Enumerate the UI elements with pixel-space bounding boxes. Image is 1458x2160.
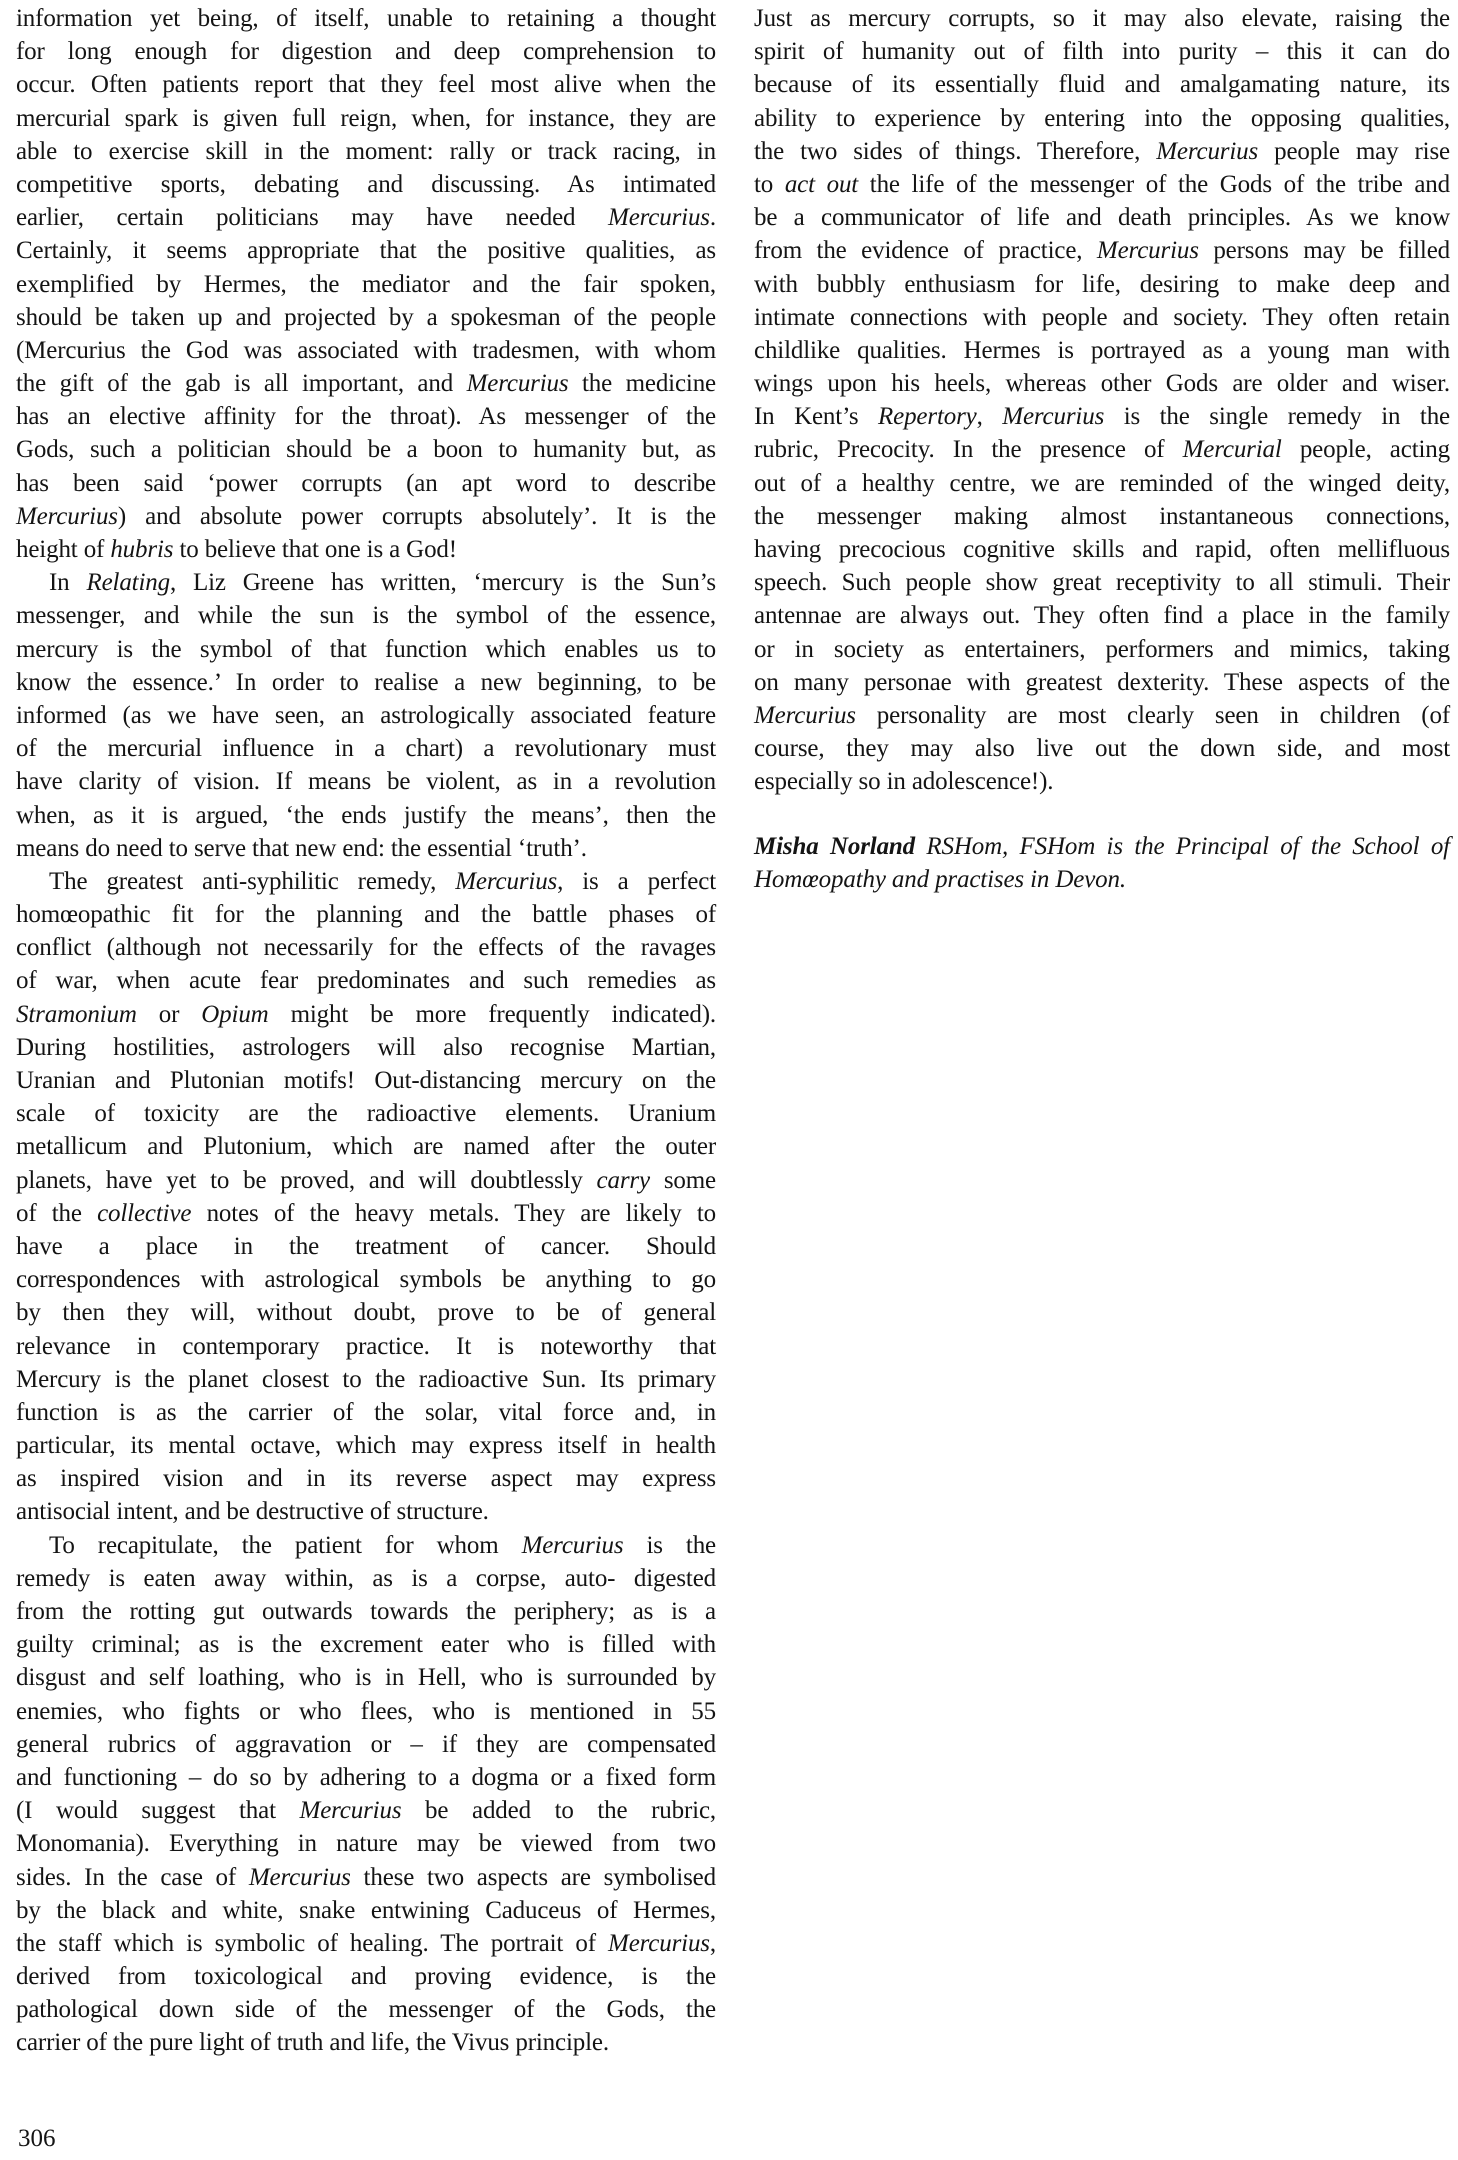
text-line — [16, 1628, 716, 1661]
text-line — [754, 268, 1450, 301]
text-run: correspondences with astrological symbols be anything to go — [16, 1266, 716, 1294]
text-run: of the — [16, 1199, 98, 1227]
text-run: relevance in contemporary practice. It is noteworthy that — [16, 1332, 716, 1360]
text-run: Homœopathy and practises in Devon. — [754, 865, 1126, 893]
text-run: carrier of the pure light of truth and life, the Vivus principle. — [16, 2029, 609, 2057]
text-run: planets, have yet to be proved, and will doubtlessly — [16, 1166, 597, 1194]
text-line — [754, 168, 1450, 201]
italic-text: Opium — [201, 1000, 269, 1028]
italic-text: Mercurius — [299, 1797, 402, 1825]
text-run: childlike qualities. Hermes is portrayed as a young man with — [754, 336, 1450, 364]
text-line — [16, 1894, 716, 1927]
text-run: sides. In the case of — [16, 1863, 249, 1891]
text-run: The greatest anti-syphilitic remedy, — [49, 867, 456, 895]
text-line — [16, 433, 716, 466]
text-run: from the evidence of practice, — [754, 237, 1097, 265]
text-line — [754, 533, 1450, 566]
page-number: 306 — [18, 2125, 56, 2152]
text-run: means do need to serve that new end: the essential ‘truth’. — [16, 834, 587, 862]
text-run: (I would suggest that — [16, 1797, 300, 1825]
italic-text: act out — [784, 170, 859, 198]
text-run: competitive sports, debating and discussing. As intimated — [16, 170, 716, 198]
text-run: ) and absolute power corrupts absolutely’. It is the — [117, 502, 716, 530]
text-run: have a place in the treatment of cancer. Should — [16, 1232, 716, 1260]
text-line — [16, 699, 716, 732]
text-line — [16, 1031, 716, 1064]
text-line — [16, 1429, 716, 1462]
text-run: on many personae with greatest dexterity. These aspects of the — [754, 668, 1450, 696]
italic-text: Mercurius — [466, 370, 569, 398]
article-body-continued — [754, 0, 1450, 797]
text-run: enemies, who fights or who flees, who is mentioned in 55 — [16, 1697, 716, 1725]
text-run: Uranian and Plutonian motifs! Out-distancing mercury on the — [16, 1067, 716, 1094]
text-run: (Mercurius the God was associated with tradesmen, with whom — [16, 336, 716, 364]
text-run: have clarity of vision. If means be violent, as in a revolution — [16, 768, 716, 796]
text-line — [754, 699, 1450, 732]
italic-text: Mercurius — [608, 204, 710, 232]
text-run: of the mercurial influence in a chart) a revolutionary must — [16, 735, 716, 763]
italic-text: Mercurius — [248, 1863, 351, 1891]
text-line — [16, 168, 716, 201]
italic-text: carry — [596, 1166, 650, 1194]
text-line — [16, 1495, 716, 1528]
text-run: , is a perfect — [557, 867, 716, 895]
text-run: homœopathic fit for the planning and the battle phases of — [16, 901, 716, 929]
text-line — [754, 68, 1450, 101]
text-line — [16, 201, 716, 234]
right-text-column — [754, 0, 1450, 894]
text-line — [16, 2, 716, 35]
text-line — [16, 1097, 716, 1130]
text-run: by then they will, without doubt, prove to be of general — [16, 1299, 716, 1327]
text-line — [754, 301, 1450, 334]
text-line — [16, 633, 716, 666]
text-line — [754, 433, 1450, 466]
text-run: In Kent’s — [754, 403, 878, 431]
text-run: as inspired vision and in its reverse aspect may express — [16, 1465, 716, 1493]
text-run: derived from toxicological and proving evidence, is the — [16, 1963, 716, 1991]
text-line — [16, 1993, 716, 2026]
text-run: earlier, certain politicians may have needed — [16, 204, 609, 232]
text-run: RSHom, FSHom is the Principal of the School of — [915, 832, 1450, 860]
text-run: by the black and white, snake entwining Caduceus of Hermes, — [16, 1896, 716, 1924]
text-run: know the essence.’ In order to realise a new beginning, to be — [16, 668, 716, 696]
text-run: mercurial spark is given full reign, when, for instance, they are — [16, 104, 716, 132]
text-run: remedy is eaten away within, as is a corpse, auto- digested — [16, 1564, 716, 1592]
text-line — [16, 1230, 716, 1263]
italic-text: Mercurius — [521, 1531, 624, 1559]
text-run: is the — [623, 1531, 716, 1559]
text-run: scale of toxicity are the radioactive elements. Uranium — [16, 1100, 716, 1128]
italic-text: Relating — [86, 569, 170, 597]
text-line — [16, 467, 716, 500]
text-line — [16, 1927, 716, 1960]
text-run: function is as the carrier of the solar, vital force and, in — [16, 1398, 716, 1426]
text-run: the two sides of things. Therefore, — [754, 137, 1157, 165]
text-run: and functioning – do so by adhering to a dogma or a fixed form — [16, 1763, 716, 1791]
text-run: speech. Such people show great receptivity to all stimuli. Their — [754, 569, 1450, 597]
text-line — [16, 1462, 716, 1495]
text-run: course, they may also live out the down side, and most — [754, 735, 1450, 763]
text-run: personality are most clearly seen in children (of — [855, 701, 1450, 729]
text-run: to believe that one is a God! — [173, 536, 457, 563]
text-line — [16, 1695, 716, 1728]
text-run: antisocial intent, and be destructive of structure. — [16, 1498, 489, 1526]
text-line — [754, 467, 1450, 500]
text-line — [16, 301, 716, 334]
text-run: wings upon his heels, whereas other Gods are older and wiser. — [754, 370, 1450, 398]
text-run: informed (as we have seen, an astrologically associated feature — [16, 701, 716, 729]
text-run: rubric, Precocity. In the presence of — [754, 436, 1183, 464]
text-line — [16, 732, 716, 765]
text-run: intimate connections with people and society. They often retain — [754, 303, 1450, 331]
italic-text: Repertory — [878, 403, 977, 431]
text-line — [754, 367, 1450, 400]
left-text-column — [16, 0, 716, 2058]
author-bio — [754, 828, 1450, 894]
text-line — [16, 1562, 716, 1595]
text-run: pathological down side of the messenger of the Gods, the — [16, 1996, 716, 2024]
text-run: to — [754, 170, 785, 198]
text-line — [16, 1363, 716, 1396]
text-run: ability to experience by entering into the opposing qualities, — [754, 104, 1450, 132]
text-line — [754, 732, 1450, 765]
italic-text: Mercurius — [1156, 137, 1259, 165]
italic-text: Mercurius — [455, 867, 558, 895]
text-line — [16, 1827, 716, 1860]
text-run: conflict (although not necessarily for the effects of the ravages — [16, 934, 716, 962]
text-line — [754, 500, 1450, 533]
text-line — [16, 2026, 716, 2059]
text-line — [16, 533, 716, 566]
text-line — [754, 2, 1450, 35]
text-run: particular, its mental octave, which may express itself in health — [16, 1432, 716, 1460]
text-line — [754, 135, 1450, 168]
text-line — [16, 334, 716, 367]
text-line — [754, 334, 1450, 367]
text-run: Gods, such a politician should be a boon to humanity but, as — [16, 436, 716, 464]
text-line — [754, 201, 1450, 234]
text-line — [16, 1728, 716, 1761]
text-run: when, as it is argued, ‘the ends justify the means’, then the — [16, 801, 716, 829]
text-run: people, acting — [1281, 436, 1450, 464]
italic-text: Mercurius — [754, 701, 856, 729]
text-line — [16, 832, 716, 865]
text-run: Monomania). Everything in nature may be viewed from two — [16, 1830, 716, 1858]
text-run: has been said ‘power corrupts (an apt word to describe — [16, 469, 716, 497]
text-run: messenger, and while the sun is the symbol of the essence, — [16, 602, 716, 630]
text-run: spirit of humanity out of filth into purity – this it can do — [754, 38, 1450, 66]
text-run: the life of the messenger of the Gods of the tribe and — [858, 170, 1450, 198]
italic-text: Mercurius — [1002, 403, 1105, 431]
text-run: persons may be filled — [1198, 237, 1451, 265]
text-run: some — [649, 1166, 716, 1194]
text-run: During hostilities, astrologers will also recognise Martian, — [16, 1033, 716, 1061]
bio-line — [754, 863, 1450, 896]
text-line — [16, 68, 716, 101]
text-run: or — [136, 1000, 202, 1028]
text-line — [754, 765, 1450, 798]
text-line — [16, 35, 716, 68]
text-run: Certainly, it seems appropriate that the positive qualities, as — [16, 237, 716, 265]
text-line — [16, 931, 716, 964]
text-run: might be more frequently indicated). — [268, 1000, 717, 1028]
text-run: with bubbly enthusiasm for life, desiring to make deep and — [754, 270, 1450, 298]
text-line — [16, 998, 716, 1031]
text-line — [16, 135, 716, 168]
text-run: because of its essentially fluid and amalgamating nature, its — [754, 71, 1450, 99]
text-run: from the rotting gut outwards towards the periphery; as is a — [16, 1598, 716, 1625]
text-line — [16, 599, 716, 632]
text-line — [16, 400, 716, 433]
text-run: be added to the rubric, — [401, 1797, 717, 1825]
text-line — [16, 1761, 716, 1794]
italic-text: Mercurius — [16, 502, 118, 530]
text-run: exemplified by Hermes, the mediator and the fair spoken, — [16, 270, 716, 298]
text-run: or in society as entertainers, performers and mimics, taking — [754, 635, 1450, 663]
text-line — [754, 599, 1450, 632]
text-run: the staff which is symbolic of healing. The portrait of — [16, 1929, 609, 1957]
italic-text: hubris — [110, 536, 174, 563]
text-run: mercury is the symbol of that function which enables us to — [16, 635, 716, 663]
text-run: Just as mercury corrupts, so it may also elevate, raising the — [754, 5, 1450, 32]
text-line — [16, 1861, 716, 1894]
text-line — [16, 234, 716, 267]
text-line — [16, 1296, 716, 1329]
text-run: , — [976, 403, 1003, 431]
text-line — [16, 1396, 716, 1429]
text-line — [754, 566, 1450, 599]
text-line — [16, 964, 716, 997]
text-run: height of — [16, 536, 111, 563]
text-line — [16, 765, 716, 798]
text-run: disgust and self loathing, who is in Hell, who is surrounded by — [16, 1664, 716, 1692]
text-run: , Liz Greene has written, ‘mercury is the Sun’s — [169, 569, 716, 597]
text-run: antennae are always out. They often find a place in the family — [754, 602, 1450, 630]
text-run: of war, when acute fear predominates and such remedies as — [16, 967, 716, 995]
text-line — [754, 102, 1450, 135]
text-run: guilty criminal; as is the excrement eater who is filled with — [16, 1631, 716, 1659]
text-line — [16, 1064, 716, 1097]
text-run: be a communicator of life and death principles. As we know — [754, 204, 1450, 232]
text-line — [16, 500, 716, 533]
text-run: general rubrics of aggravation or – if they are compensated — [16, 1730, 716, 1758]
text-line — [16, 1130, 716, 1163]
text-line — [754, 666, 1450, 699]
text-line — [754, 400, 1450, 433]
text-run: people may rise — [1258, 137, 1450, 165]
text-run: has an elective affinity for the throat). As messenger of the — [16, 403, 716, 431]
text-run: for long enough for digestion and deep comprehension to — [16, 38, 716, 66]
text-run: To recapitulate, the patient for whom — [49, 1531, 522, 1559]
text-line — [16, 666, 716, 699]
text-run: notes of the heavy metals. They are likely to — [191, 1199, 716, 1227]
italic-text: Mercurial — [1182, 436, 1282, 464]
text-line — [16, 1794, 716, 1827]
text-line — [754, 35, 1450, 68]
text-run: is the single remedy in the — [1104, 403, 1451, 431]
text-line — [16, 799, 716, 832]
text-run: Mercury is the planet closest to the radioactive Sun. Its primary — [16, 1365, 716, 1393]
text-line — [16, 1529, 716, 1562]
text-run: should be taken up and projected by a spokesman of the people — [16, 303, 716, 331]
italic-text: Mercurius — [608, 1929, 710, 1957]
text-line — [16, 367, 716, 400]
text-line — [16, 1164, 716, 1197]
text-line — [16, 268, 716, 301]
text-run: out of a healthy centre, we are reminded of the winged deity, — [754, 469, 1450, 497]
text-run: information yet being, of itself, unable to retaining a thought — [16, 5, 716, 32]
text-run: , — [709, 1929, 716, 1957]
text-line — [16, 1595, 716, 1628]
text-run: having precocious cognitive skills and rapid, often mellifluous — [754, 536, 1450, 563]
text-run: metallicum and Plutonium, which are named after the outer — [16, 1133, 716, 1161]
text-run: the medicine — [568, 370, 717, 398]
text-line — [16, 1263, 716, 1296]
text-run: especially so in adolescence!). — [754, 768, 1054, 796]
text-line — [16, 1197, 716, 1230]
text-line — [16, 1330, 716, 1363]
text-run: these two aspects are symbolised — [350, 1863, 716, 1891]
text-line — [754, 633, 1450, 666]
text-run: . — [709, 204, 716, 232]
text-line — [16, 1960, 716, 1993]
text-line — [16, 566, 716, 599]
text-line — [16, 898, 716, 931]
text-line — [16, 865, 716, 898]
italic-text: Mercurius — [1096, 237, 1199, 265]
text-line — [16, 1661, 716, 1694]
italic-text: Stramonium — [16, 1000, 137, 1028]
text-line — [16, 102, 716, 135]
text-run: the gift of the gab is all important, and — [16, 370, 467, 398]
text-line — [754, 234, 1450, 267]
italic-text: collective — [97, 1199, 192, 1227]
bio-line — [754, 830, 1450, 863]
text-run: able to exercise skill in the moment: rally or track racing, in — [16, 137, 716, 165]
text-run: In — [49, 569, 87, 597]
text-run: occur. Often patients report that they feel most alive when the — [16, 71, 716, 99]
bold-text: Misha Norland — [754, 832, 916, 860]
text-run: the messenger making almost instantaneous connections, — [754, 502, 1450, 530]
